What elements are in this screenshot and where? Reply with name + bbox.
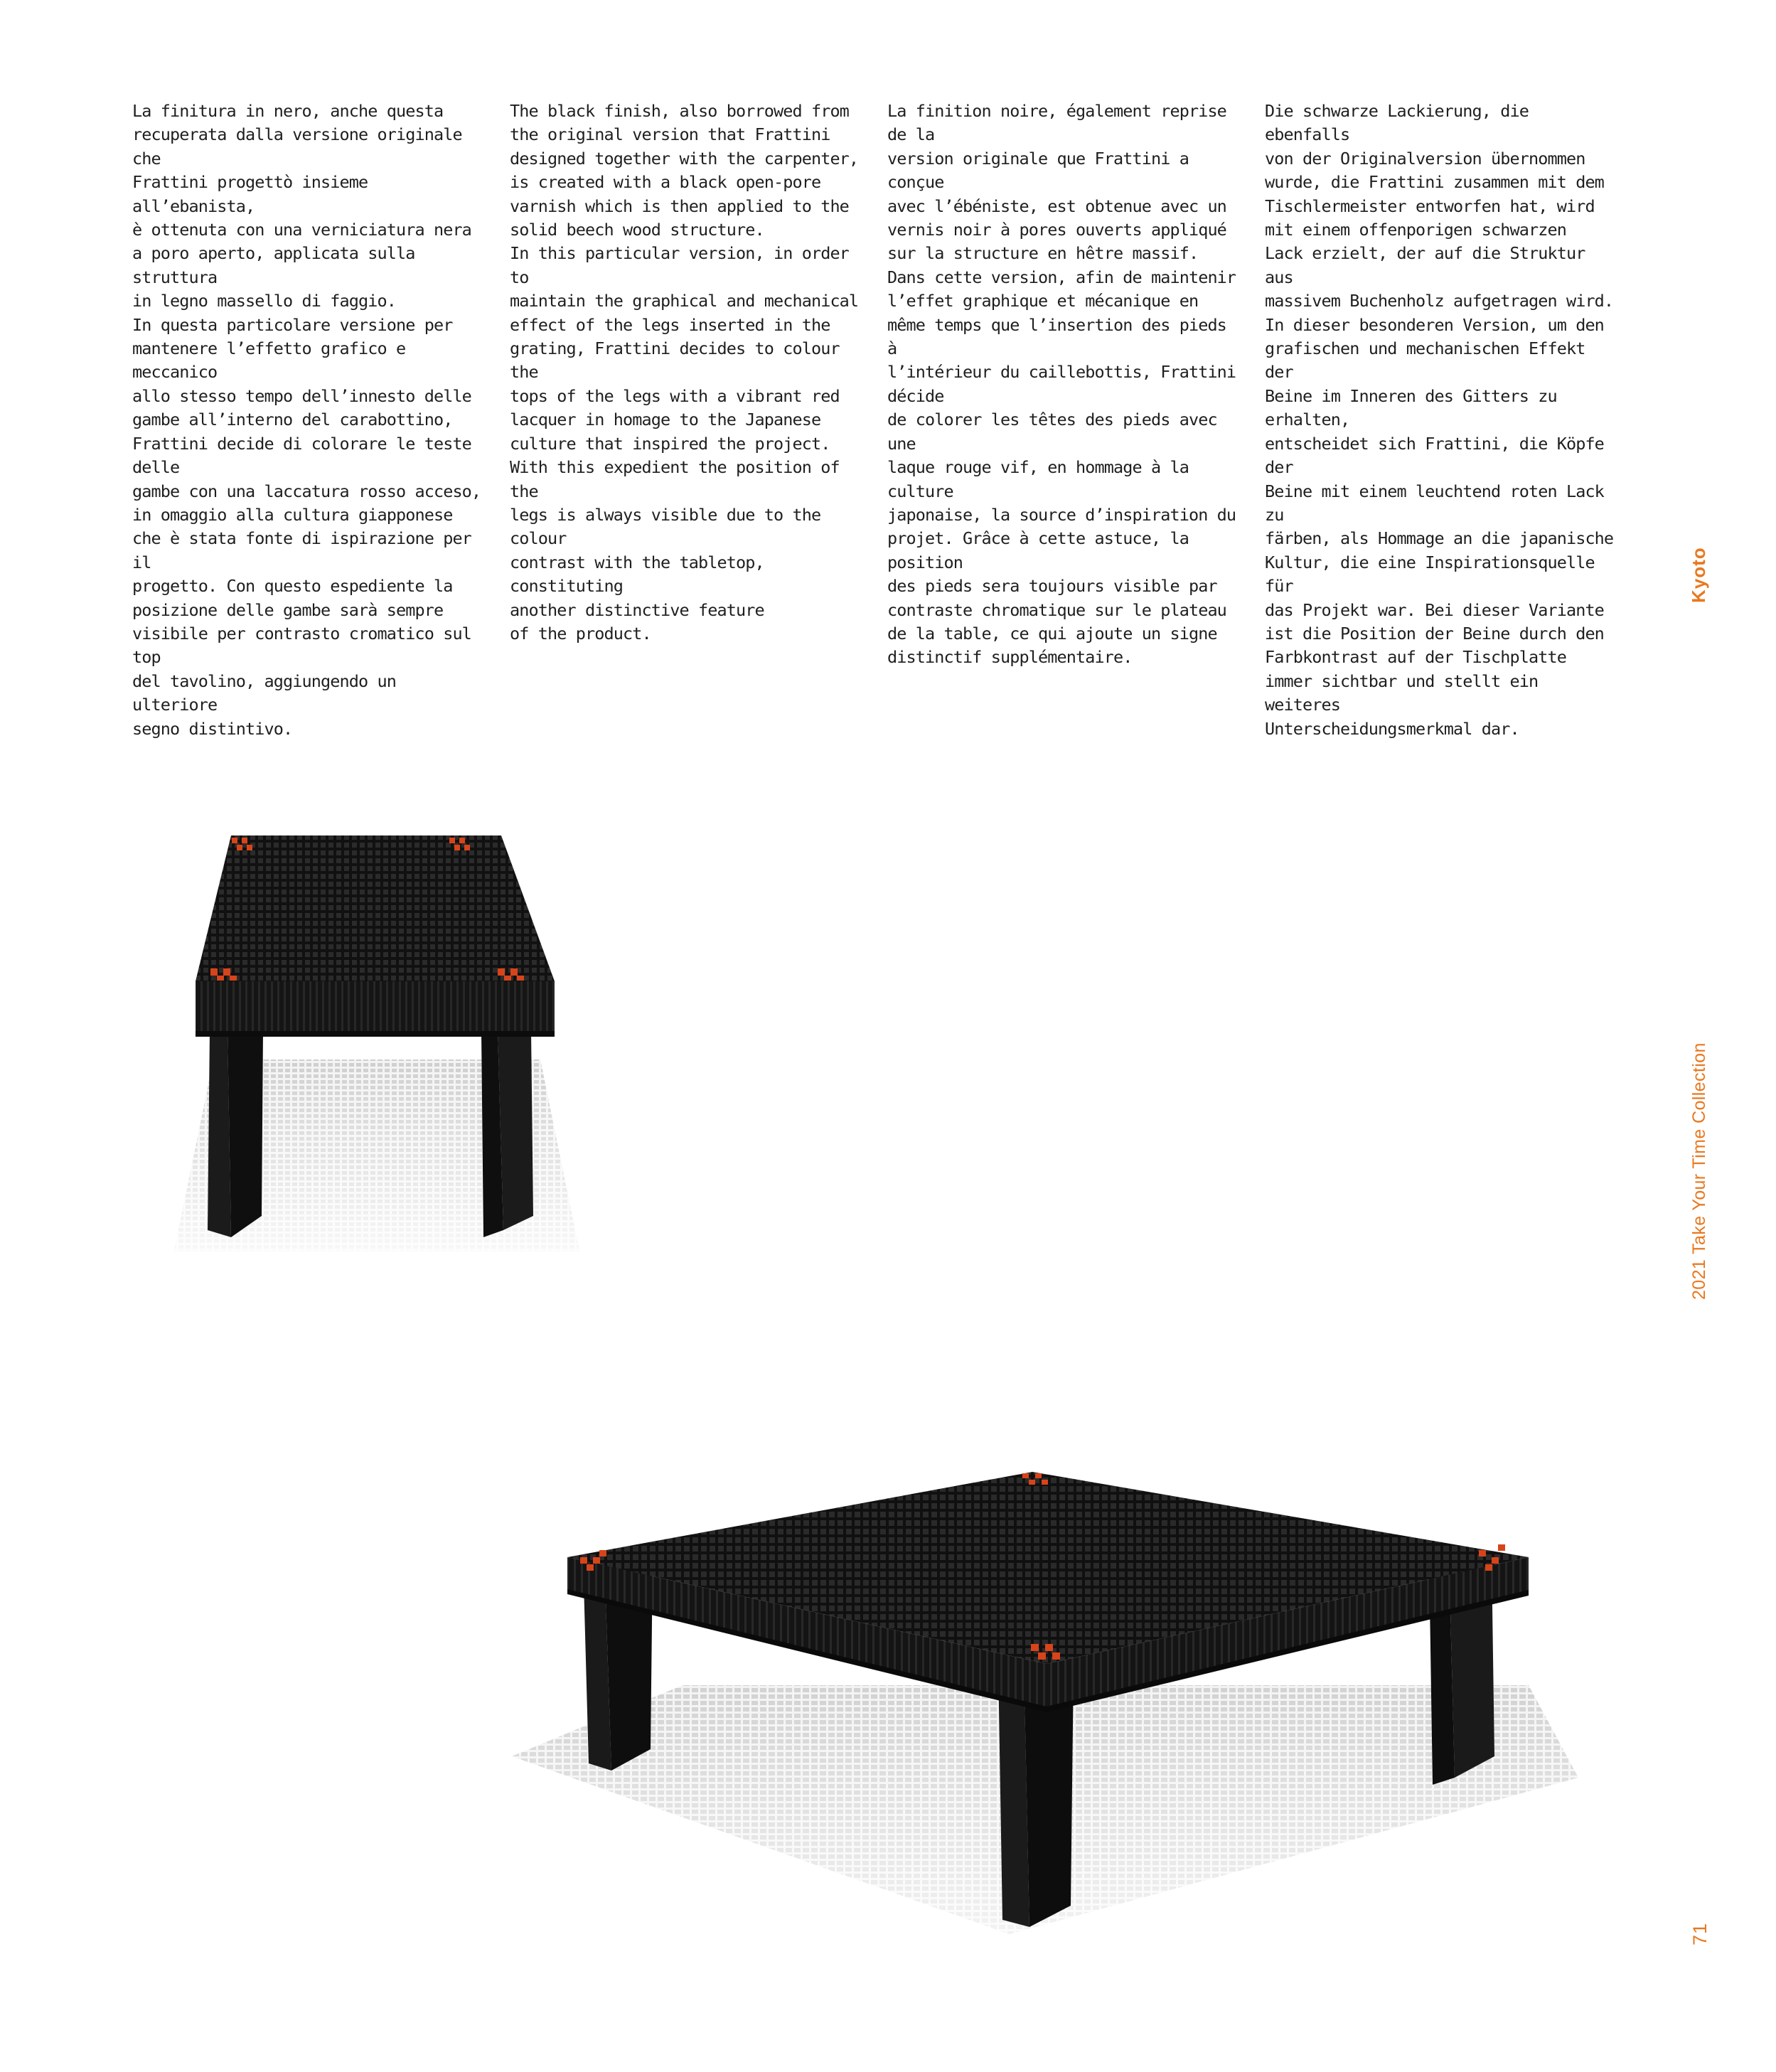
italian-paragraph: La finitura in nero, anche questa recuperata dalla versione originale che Frattini progettò insieme all’ebanista, è ottenuta con una verniciatura nera a poro aperto, applicata sulla struttura in legno massello di faggio. In questa particolare versione per mantenere l’effetto grafico e meccanico allo stesso tempo dell’innesto delle gambe all’interno del carabottino, Frattini decide di colorare le teste delle gambe con una laccatura rosso acceso, in omaggio alla cultura giapponese che è stata fonte di ispirazione per il progetto. Con questo espediente la posizione delle gambe sarà sempre visibile per contrasto cromatico sul top del tavolino, aggiungendo un ulteriore segno distintivo. (132, 101, 481, 739)
german-paragraph: Die schwarze Lackierung, die ebenfalls von der Originalversion übernommen wurde, die Frattini zusammen mit dem Tischlermeister entworfen hat, wird mit einem offenporigen schwarzen Lack erzielt, der auf die Struktur aus massivem Buchenholz aufgetragen wird. In dieser besonderen Version, um den grafischen und mechanischen Effekt der Beine im Inneren des Gitters zu erhalten, entscheidet sich Frattini, die Köpfe der Beine mit einem leuchtend roten Lack zu färben, als Hommage an die japanische Kultur, die eine Inspirationsquelle für das Projekt war. Bei dieser Variante ist die Position der Beine durch den Farbkontrast auf der Tischplatte immer sichtbar und stellt ein weiteres Unterscheidungsmerkmal dar. (1265, 101, 1614, 739)
table-top-grid (196, 835, 555, 981)
table-leg (208, 1031, 231, 1237)
text-column-italian (132, 100, 482, 741)
text-column-french (887, 100, 1237, 670)
collection-title: 2021 Take Your Time Collection (1689, 1042, 1709, 1300)
text-column-english (510, 100, 860, 646)
table-edge (196, 981, 555, 1037)
table-top-grid (567, 1472, 1529, 1664)
square-table-photo (512, 1451, 1607, 1948)
english-paragraph: The black finish, also borrowed from the original version that Frattini designed together with the carpenter, is created with a black open-pore varnish which is then applied to the solid beech wood structure. In this particular version, in order to maintain the graphical and mechanical effect of the legs inserted in the grating, Frattini decides to colour the tops of the legs with a vibrant red lacquer in homage to the Japanese culture that inspired the project. With this expedient the position of the legs is always visible due to the colour contrast with the tabletop, constituting another distinctive feature of the product. (510, 101, 859, 644)
rectangular-table-photo (171, 818, 597, 1259)
page-number: 71 (1689, 1922, 1711, 1945)
section-title: Kyoto (1688, 547, 1709, 603)
text-column-german (1265, 100, 1615, 741)
french-paragraph: La finition noire, également reprise de la version originale que Frattini a conçue avec l’ébéniste, est obtenue avec un vernis noir à pores ouverts appliqué sur la structure en hêtre massif. Dans cette version, afin de maintenir l’effet graphique et mécanique en même temps que l’insertion des pieds à l’intérieur du caillebottis, Frattini décide de colorer les têtes des pieds avec une laque rouge vif, en hommage à la culture japonaise, la source d’inspiration du projet. Grâce à cette astuce, la position des pieds sera toujours visible par contraste chromatique sur le plateau de la table, ce qui ajoute un signe distinctif supplémentaire. (887, 101, 1236, 668)
